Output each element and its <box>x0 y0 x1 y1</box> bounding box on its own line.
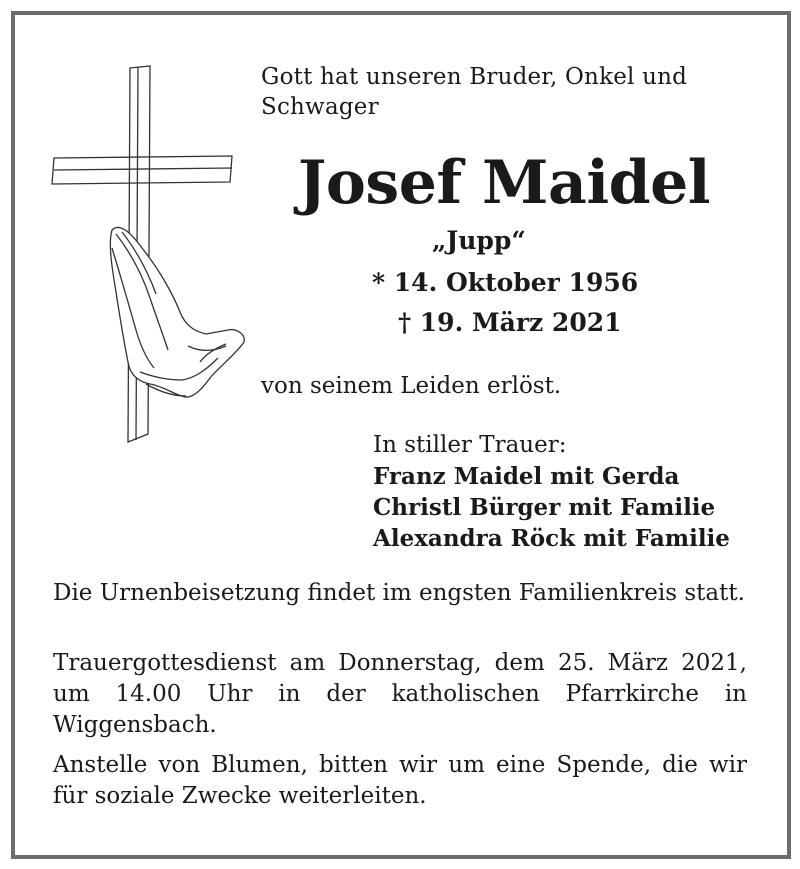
deceased-nickname: „Jupp“ <box>432 226 526 255</box>
intro-text <box>261 62 687 122</box>
mourner-name: Alexandra Röck mit Familie <box>373 525 730 552</box>
intro-line-1: Gott hat unseren Bruder, Onkel und <box>261 64 688 90</box>
cross-with-praying-hands-icon <box>50 62 250 447</box>
released-text: von seinem Leiden erlöst. <box>261 373 562 399</box>
death-date: † 19. März 2021 <box>398 308 622 337</box>
mourners-block <box>373 430 730 554</box>
birth-date: * 14. Oktober 1956 <box>372 268 639 297</box>
service-paragraph: Trauergottesdienst am Donnerstag, dem 25. März 2021, um 14.00 Uhr in der katholischen Pfarrkirche in Wiggensbach. <box>53 650 747 738</box>
mourner-name: Franz Maidel mit Gerda <box>373 463 680 490</box>
deceased-name: Josef Maidel <box>298 148 711 218</box>
mourners-heading: In stiller Trauer: <box>373 432 567 458</box>
intro-line-2: Schwager <box>261 94 379 120</box>
mourner-name: Christl Bürger mit Familie <box>373 494 716 521</box>
burial-paragraph: Die Urnenbeisetzung findet im engsten Familienkreis statt. <box>53 580 745 606</box>
donation-paragraph: Anstelle von Blumen, bitten wir um eine Spende, die wir für soziale Zwecke weiterleiten. <box>53 752 747 809</box>
